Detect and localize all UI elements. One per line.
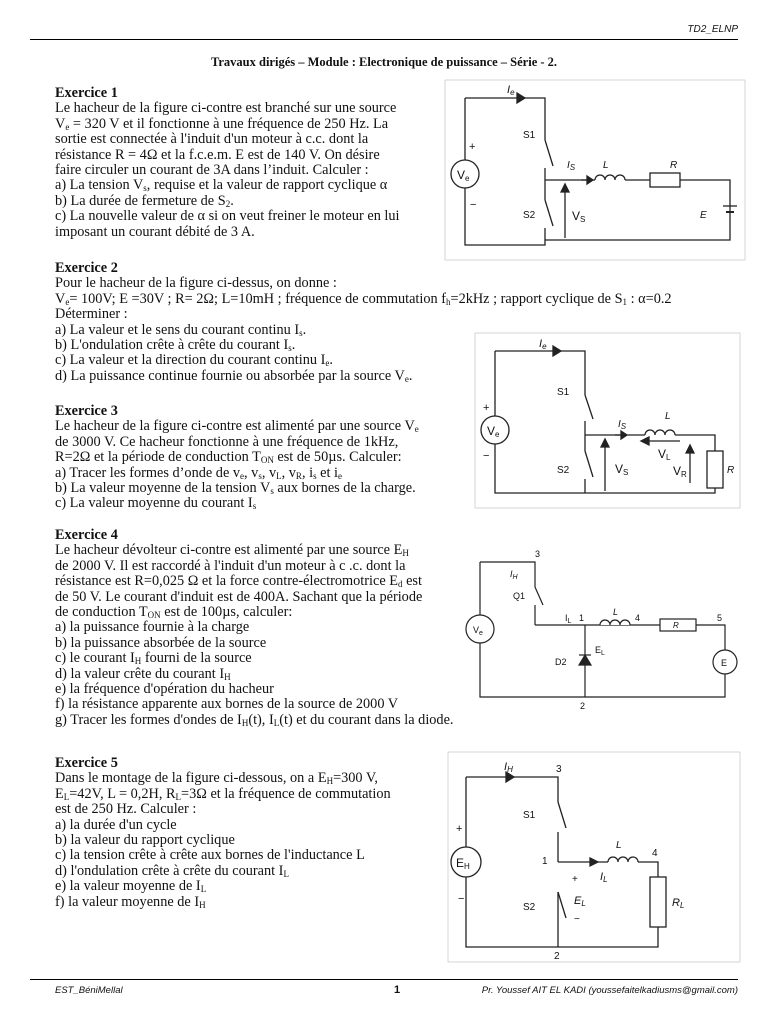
plus-sign: +	[456, 823, 463, 835]
label-l: L	[665, 411, 671, 422]
exercise-2-heading: Exercice 2	[55, 260, 118, 276]
ex2-question-b: b) L'ondulation crête à crête du courant $I_s$.	[55, 337, 296, 354]
ex4-line: de 50 V. Le courant d'induit est de 400A. Sachant que la période	[55, 588, 423, 605]
node-3: 3	[535, 549, 541, 559]
ex2-question-d: d) La puissance continue fournie ou absorbée par la source $V_e$.	[55, 367, 413, 384]
circuit-figure-4	[448, 752, 740, 962]
ex3-line: R=2Ω et la période de conduction $T_{ON}$ est de 50µs. Calculer:	[55, 449, 402, 466]
ex5-line: $E_L=42V$, L = 0,2H, $R_L=3\Omega$ et la fréquence de commutation	[55, 785, 391, 802]
label-s2: S2	[523, 210, 536, 221]
ex1-line: faire circuler un courant de 3A dans l’induit. Calculer :	[55, 162, 369, 179]
label-d2: D2	[555, 657, 567, 667]
ex1-line: imposant un courant débité de 3 A.	[55, 223, 255, 240]
ex5-question-c: c) la tension crête à crête aux bornes de l'inductance L	[55, 847, 365, 864]
is-arrow-icon	[587, 176, 593, 184]
node-2: 2	[580, 701, 586, 711]
ex4-line: Le hacheur dévolteur ci-contre est alimenté par une source $E_H$	[55, 542, 409, 559]
label-r: R	[727, 465, 735, 476]
ex4-line: de conduction $T_{ON}$ est de 100µs, calculer:	[55, 604, 293, 621]
exercise-1	[55, 86, 430, 240]
current-arrow-icon	[553, 346, 561, 356]
footer-rule	[30, 979, 738, 980]
ex5-question-f: f) la valeur moyenne de $I_H$	[55, 893, 206, 910]
label-ie: Ie	[539, 338, 547, 351]
node-4: 4	[652, 848, 658, 859]
circuit-figure-3	[455, 547, 745, 717]
label-eh: EH	[456, 856, 470, 871]
voltage-source-icon	[466, 615, 494, 643]
label-source: Ve	[487, 424, 500, 439]
il-arrow-icon	[590, 858, 598, 866]
switch-s1-icon	[585, 395, 593, 419]
label-vs: VS	[572, 209, 586, 224]
vs-arrow-icon	[601, 439, 609, 447]
switch-s2-icon	[558, 892, 566, 918]
label-source: Ve	[457, 168, 470, 183]
footer-institution: EST_BéniMellal	[55, 985, 123, 996]
label-q1: Q1	[513, 591, 526, 601]
ex4-question-a: a) la puissance fournie à la charge	[55, 619, 250, 636]
ex3-line: Le hacheur de la figure ci-contre est alimenté par une source $V_e$	[55, 418, 419, 435]
label-is: $I_S$	[618, 419, 627, 431]
label-ih: IH	[504, 761, 513, 774]
ex1-question-a: a) La tension $V_s$, requise et la valeur de rapport cyclique α	[55, 177, 388, 194]
node-5: 5	[717, 613, 723, 623]
label-vr: VR	[673, 464, 687, 479]
label-vl: VL	[658, 447, 671, 462]
label-ih: $I_H$	[510, 569, 518, 581]
exercise-1-heading: Exercice 1	[55, 85, 118, 101]
label-il: IL	[600, 871, 608, 884]
inductor-icon	[600, 620, 630, 625]
current-arrow-icon	[517, 93, 525, 103]
plus-sign: +	[469, 141, 476, 153]
resistor-icon	[650, 173, 680, 187]
label-el: EL	[574, 895, 586, 908]
circuit-wires	[465, 98, 730, 245]
node-2: 2	[554, 951, 560, 962]
exercise-4	[55, 528, 465, 728]
circuit-figure-1	[445, 80, 745, 260]
ex3-line: de 3000 V. Ce hacheur fonctionne à une fréquence de 1kHz,	[55, 433, 399, 450]
label-s2: S2	[523, 902, 536, 913]
figure-frame	[475, 333, 740, 508]
ex5-line: est de 250 Hz. Calculer :	[55, 801, 197, 818]
exercise-5	[55, 756, 455, 910]
exercise-5-heading: Exercice 5	[55, 755, 118, 771]
node-3: 3	[556, 764, 562, 775]
exercise-3	[55, 404, 460, 512]
resistor-icon	[650, 877, 666, 927]
ex4-question-b: b) la puissance absorbée de la source	[55, 634, 267, 651]
minus-sign: −	[483, 450, 490, 462]
diode-d2-icon	[579, 655, 591, 665]
exercise-4-heading: Exercice 4	[55, 527, 118, 543]
ex5-question-d: d) l'ondulation crête à crête du courant $I_L$	[55, 862, 289, 879]
node-4: 4	[635, 613, 641, 623]
ex4-question-g: g) Tracer les formes d'ondes de $I_H(t)$, $I_L(t)$ et du courant dans la diode.	[55, 711, 454, 728]
ex4-question-f: f) la résistance apparente aux bornes de la source de 2000 V	[55, 696, 399, 713]
ex4-line: de 2000 V. Il est raccordé à l'induit d'un moteur à c .c. dont la	[55, 557, 406, 574]
header-rule	[30, 39, 738, 40]
switch-s1-icon	[545, 140, 553, 166]
label-l: L	[616, 840, 622, 851]
ex5-question-b: b) la valeur du rapport cyclique	[55, 832, 235, 849]
label-el: $E_L$	[595, 645, 605, 657]
ex1-line: $V_e = 320$ V et il fonctionne à une fréquence de 250 Hz. La	[55, 115, 389, 132]
vs-arrow-icon	[561, 184, 569, 192]
label-r: R	[670, 160, 678, 171]
switch-s2-icon	[545, 200, 553, 226]
label-l: L	[613, 607, 619, 617]
ex5-question-e: e) la valeur moyenne de $I_L$	[55, 878, 207, 895]
switch-s2-icon	[585, 451, 593, 477]
ex5-question-a: a) la durée d'un cycle	[55, 816, 177, 833]
ex1-question-c: c) La nouvelle valeur de α si on veut freiner le moteur en lui	[55, 208, 400, 225]
ex2-question-c: c) La valeur et la direction du courant continu $I_e$.	[55, 352, 333, 369]
resistor-icon	[707, 451, 723, 488]
inductor-icon	[608, 857, 638, 862]
label-s1: S1	[523, 130, 536, 141]
ex2-question-a: a) La valeur et le sens du courant continu $I_s$.	[55, 321, 307, 338]
label-source: $V_e$	[473, 625, 483, 637]
switch-s1-icon	[558, 802, 566, 828]
minus-sign: −	[574, 914, 580, 925]
is-arrow-icon	[621, 431, 627, 439]
label-vs: VS	[615, 462, 629, 477]
ex4-question-d: d) la valeur crête du courant $I_H$	[55, 665, 231, 682]
plus-sign: +	[572, 874, 578, 885]
label-ie: Ie	[507, 84, 515, 97]
label-s1: S1	[523, 810, 536, 821]
footer-author: Pr. Youssef AIT EL KADI (youssefaitelkadiusms@gmail.com)	[481, 985, 738, 996]
plus-sign: +	[483, 402, 490, 414]
document-tag: TD2_ELNP	[687, 24, 738, 35]
node-1: 1	[542, 856, 548, 867]
circuit-wires	[466, 777, 658, 947]
label-s1: S1	[557, 387, 570, 398]
inductor-icon	[645, 430, 675, 435]
figure-frame	[445, 80, 745, 260]
ex3-question-c: c) La valeur moyenne du courant $I_s$	[55, 495, 257, 512]
figure-frame	[448, 752, 740, 962]
page-number: 1	[394, 984, 401, 996]
ex3-question-a: a) Tracer les formes d’onde de $v_e$, $v_s$, $v_L$, $v_R$, $i_s$ et $i_e$	[55, 464, 343, 481]
inductor-icon	[595, 175, 625, 180]
minus-sign: −	[458, 893, 465, 905]
ex3-question-b: b) La valeur moyenne de la tension $V_s$ aux bornes de la charge.	[55, 480, 416, 497]
vl-arrow-icon	[641, 437, 649, 445]
ex4-question-c: c) le courant $I_H$ fourni de la source	[55, 650, 252, 667]
page-title: Travaux dirigés – Module : Electronique de puissance – Série - 2.	[210, 55, 558, 69]
label-is: $I_S$	[567, 160, 576, 172]
exercise-3-heading: Exercice 3	[55, 403, 118, 419]
ex2-line: Déterminer :	[55, 306, 128, 323]
label-e: E	[700, 210, 707, 221]
label-l: L	[603, 160, 609, 171]
label-s2: S2	[557, 465, 570, 476]
transistor-q1-icon	[535, 587, 543, 605]
minus-sign: −	[470, 199, 477, 211]
label-r: R	[673, 621, 679, 630]
ex1-question-b: b) La durée de fermeture de $S_2$.	[55, 192, 234, 209]
label-rl: RL	[672, 897, 685, 910]
circuit-figure-2	[475, 333, 740, 508]
ex1-line: sortie est connectée à l'induit d'un moteur à c.c. dont la	[55, 131, 369, 148]
ex1-line: Le hacheur de la figure ci-contre est branché sur une source	[55, 100, 397, 117]
vr-arrow-icon	[686, 445, 694, 453]
ex2-given: $V_e= 100V$; E =30V ; R= 2Ω; L=10mH ; fréquence de commutation $f_h=2kHz$ ; rapport cyclique de $S_1$ : α=0.2	[55, 290, 672, 307]
ex5-line: Dans le montage de la figure ci-dessous, on a $E_H=300$ V,	[55, 770, 378, 787]
ex2-line: Pour le hacheur de la figure ci-dessus, on donne :	[55, 275, 337, 292]
ex4-question-e: e) la fréquence d'opération du hacheur	[55, 681, 274, 698]
label-il: $I_L$	[565, 613, 572, 625]
node-1: 1	[579, 613, 585, 623]
ex4-line: résistance est R=0,025 Ω et la force contre-électromotrice $E_d$ est	[55, 573, 422, 590]
label-e: E	[721, 658, 728, 668]
ex1-line: résistance R = 4Ω et la f.c.e.m. E est de 140 V. On désire	[55, 146, 380, 163]
